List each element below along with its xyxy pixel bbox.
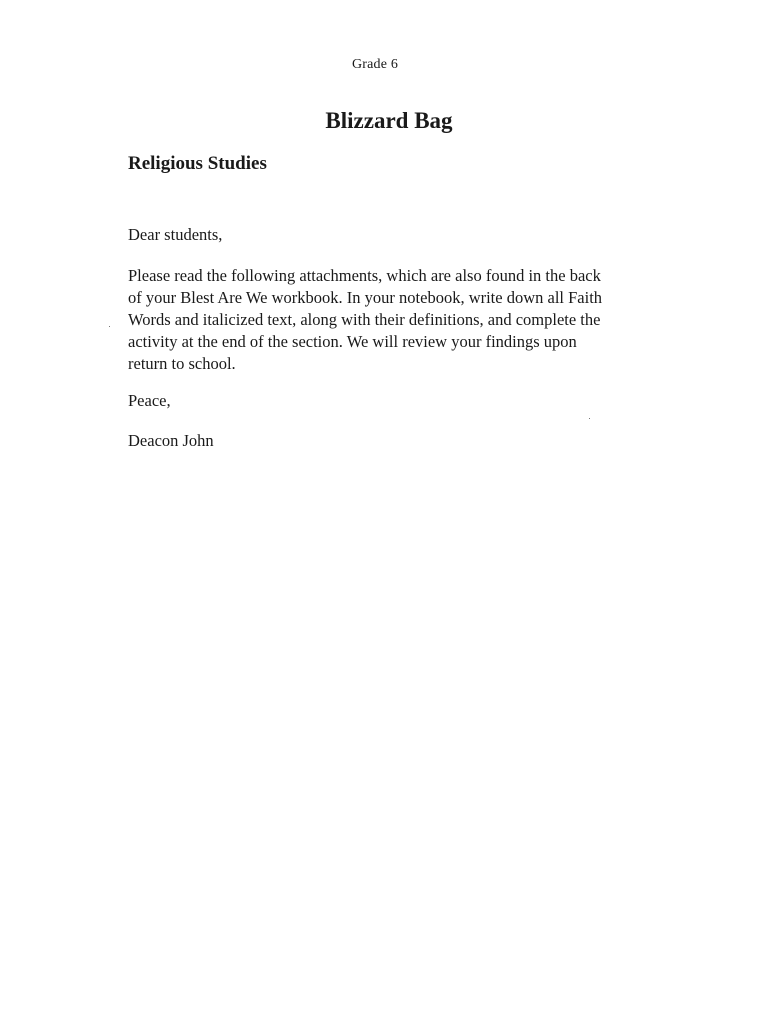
letter-body-line: of your Blest Are We workbook. In your notebook, write down all Faith	[128, 288, 603, 307]
letter-greeting: Dear students,	[128, 225, 223, 244]
scan-speck	[589, 418, 590, 419]
letter-signature: Deacon John	[128, 431, 214, 450]
scan-speck	[109, 326, 110, 327]
letter-body	[128, 265, 648, 375]
letter-body-line: Words and italicized text, along with their definitions, and complete the	[128, 310, 601, 329]
subject-heading: Religious Studies	[128, 153, 267, 174]
letter-body-line: return to school.	[128, 354, 236, 373]
letter-closing: Peace,	[128, 391, 171, 410]
document-title: Blizzard Bag	[325, 108, 453, 133]
letter-body-line: Please read the following attachments, which are also found in the back	[128, 266, 601, 285]
letter-body-line: activity at the end of the section. We will review your findings upon	[128, 332, 577, 351]
grade-label: Grade 6	[351, 57, 399, 72]
